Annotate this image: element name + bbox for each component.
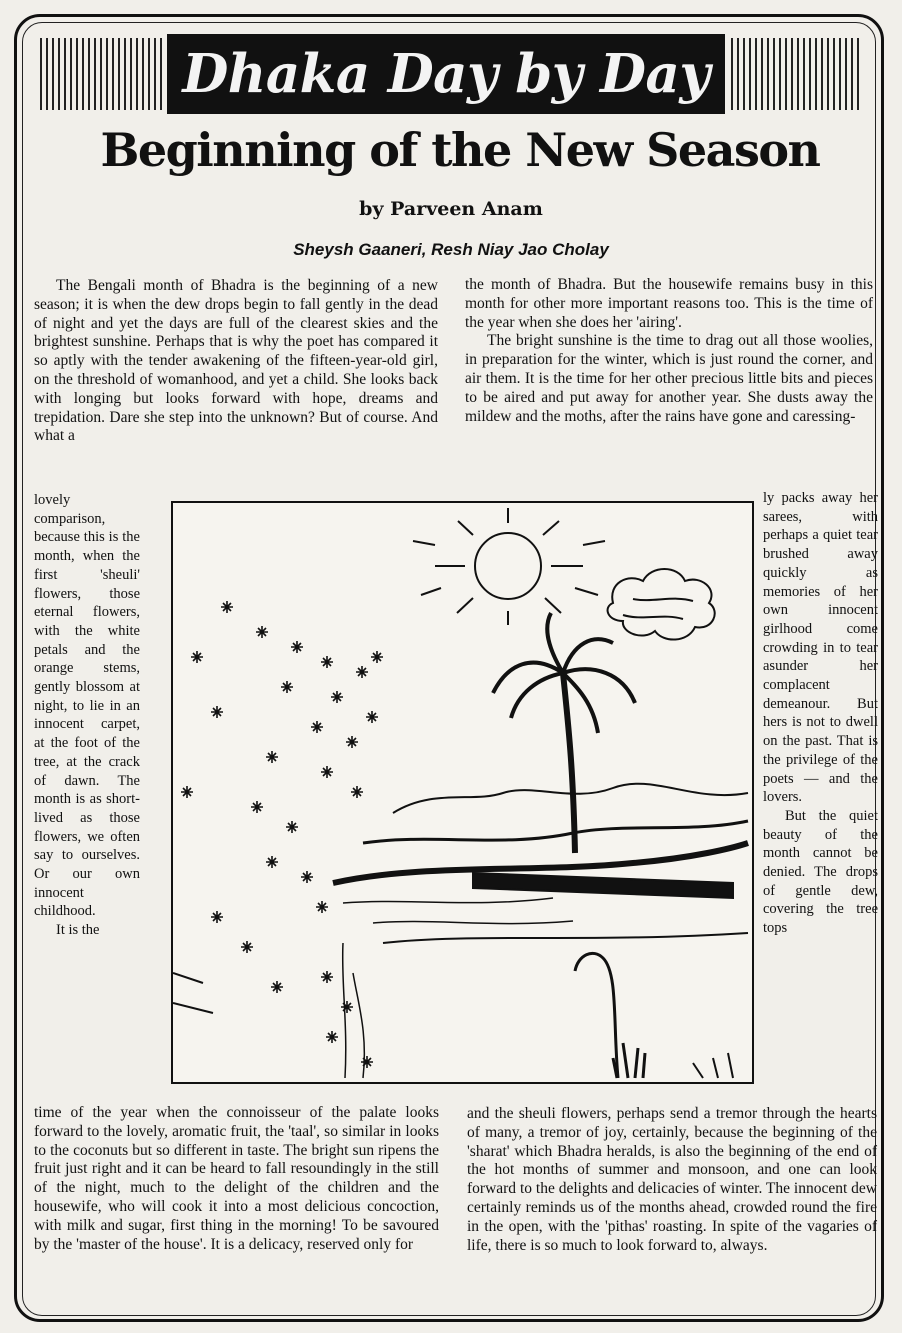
banner-hatch-right [731,38,859,110]
illustration [171,501,754,1084]
column-narrow-left [34,491,140,940]
paragraph: ly packs away her sarees, with perhaps a quiet tear brushed away quickly as memories of her own innocent girlhood come crowding in to tear asunder her complacent demeanour. But hers is not to dwell on the past. That is the privilege of the poets — and the lovers. [763,490,878,806]
paragraph: time of the year when the connoisseur of the palate looks forward to the lovely, aromatic fruit, the 'taal', so similar in looks to the coconuts but so different in taste. The bright sun ripens the fruit just right and it can be heard to fall resoundingly in the still of the night, much to the delight of the children and the housewife, who will cook it into a most delicious concoction, with milk and sugar, first thing in the morning! To be savoured by the 'master of the house'. It is a delicacy, reserved only for [34,1104,439,1253]
column-bottom-right [467,1105,877,1255]
section-banner: Dhaka Day by Day [167,34,725,114]
column-bottom-left [34,1104,439,1254]
paragraph: The bright sunshine is the time to drag out all those woolies, in preparation for the winter, which is just round the corner, and air them. It is the time for her other precious little bits and pieces to be aired and put away for another year. She dusts away the mildew and the moths, after the rains have gone and caressing- [465,332,873,425]
paragraph: It is the [56,922,100,939]
banner-hatch-left [40,38,162,110]
column-narrow-right [763,489,878,938]
sun-icon [475,533,541,599]
paragraph: But the quiet beauty of the month cannot be denied. The drops of gentle dew, covering the tree tops [763,807,878,937]
paragraph: and the sheuli flowers, perhaps send a tremor through the hearts of many, a tremor of joy, certainly, because the beginning of the 'sharat' which Bhadra heralds, is also the beginning of the end of the hot months of summer and monsoon, and one can look forward to the delights and delicacies of winter. The innocent dew certainly reminds us of the months ahead, crowded round the fire in the open, with the 'pithas' roasting. In spite of the vagaries of life, there is so much to look forward to, always. [467,1105,877,1254]
cloud-icon [608,569,715,640]
paragraph: lovely comparison, because this is the month, when the first 'sheuli' flowers, those eternal flowers, with the white petals and the orange stems, gently blossom at night, to lie in an innocent carpet, at the foot of the tree, at the crack of dawn. The month is as short-lived as those flowers, we often say to ourselves. Or our own innocent childhood. [34,492,140,920]
paragraph: The Bengali month of Bhadra is the beginning of a new season; it is when the dew drops begin to fall gently in the dead of night and yet the days are full of the clearest skies and the brightest sunshine. Perhaps that is why the poet has compared it so aptly with the tender awakening of the fifteen-year-old girl, on the threshold of womanhood, and yet a child. She looks back with longing but looks forward with hope, dreams and trepidation. Dare she step into the unknown? But of course. And what a [34,277,438,445]
headline: Beginning of the New Season [100,123,820,177]
landscape-sketch-icon [173,503,752,1082]
paragraph: the month of Bhadra. But the housewife remains busy in this month for other more important reasons too. This is the time of the year when she does her 'airing'. [465,276,873,331]
palm-tree-icon [563,673,575,853]
column-top-left [34,277,438,446]
column-top-right [465,276,873,426]
byline: by Parveen Anam [359,198,543,220]
kicker: Sheysh Gaaneri, Resh Niay Jao Cholay [293,240,609,259]
